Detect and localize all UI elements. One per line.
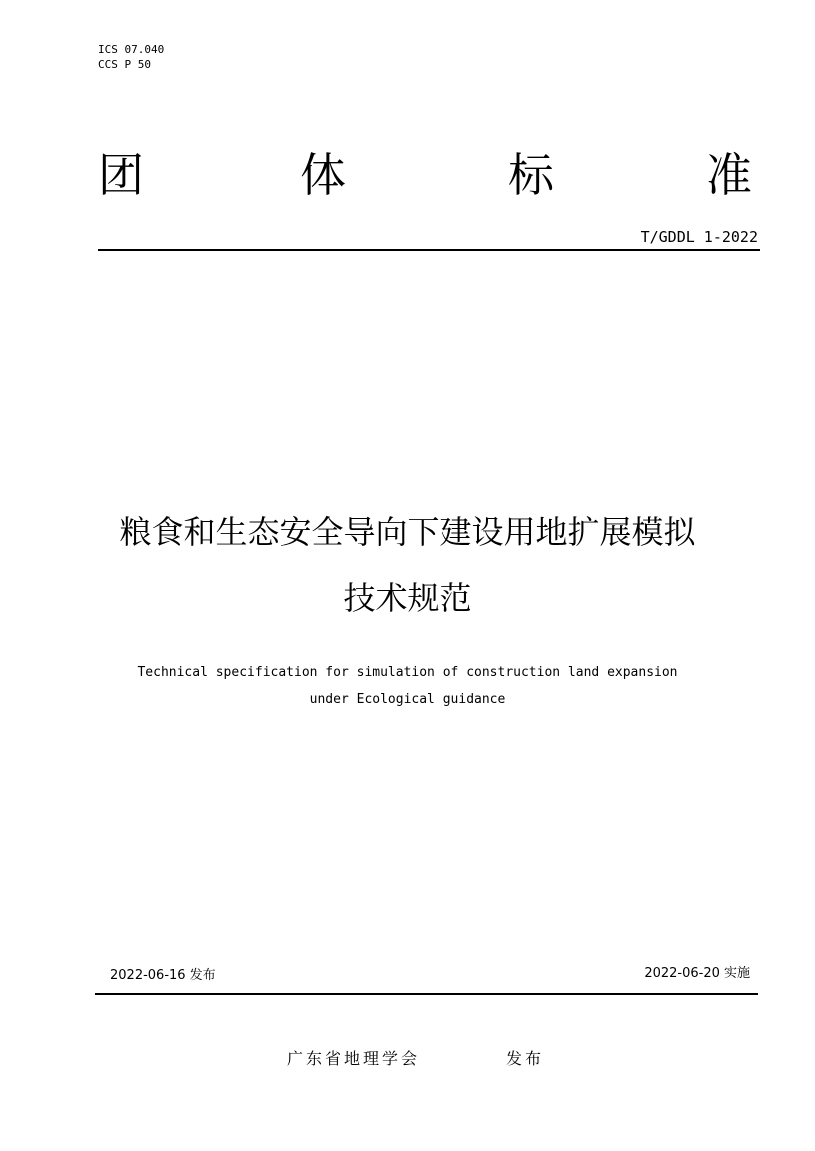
ccs-code: CCS P 50 — [98, 58, 151, 71]
publish-label: 发布 — [506, 1049, 545, 1068]
heading-char-4: 准 — [706, 148, 752, 202]
header-divider — [98, 249, 760, 251]
implementation-date: 2022-06-20 实施 — [644, 966, 750, 981]
chinese-title-line-1: 粮食和生态安全导向下建设用地扩展模拟 — [119, 513, 696, 551]
english-title-line-2: under Ecological guidance — [309, 692, 506, 707]
heading-char-3: 标 — [508, 148, 554, 202]
chinese-title-line-2: 技术规范 — [343, 579, 472, 617]
publisher-name: 广东省地理学会 — [287, 1049, 421, 1068]
classification-codes — [98, 42, 164, 72]
english-title-line-1: Technical specification for simulation of construction land expansion — [137, 665, 678, 680]
heading-char-1: 团 — [98, 148, 144, 202]
document-type-heading — [98, 145, 762, 205]
issue-date: 2022-06-16 发布 — [110, 968, 216, 983]
footer-divider — [95, 993, 758, 995]
standard-number: T/GDDL 1-2022 — [640, 228, 758, 246]
heading-char-2: 体 — [300, 148, 346, 202]
ics-code: ICS 07.040 — [98, 43, 165, 56]
